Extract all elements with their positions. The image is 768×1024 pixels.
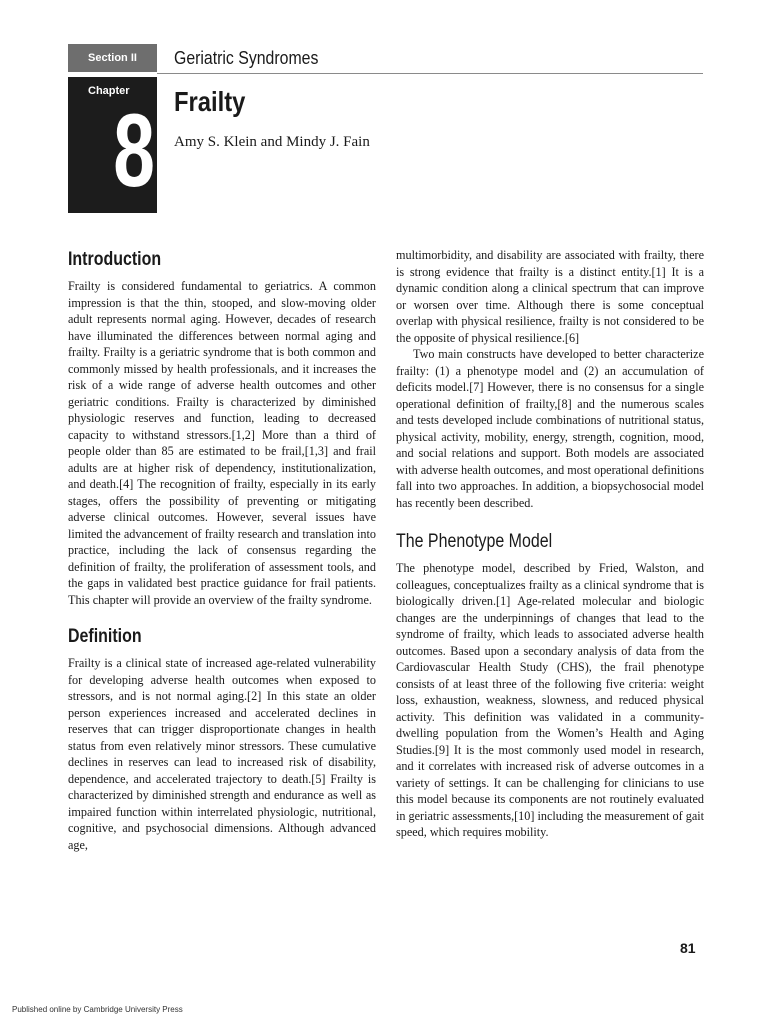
spacer	[68, 608, 376, 625]
introduction-heading: Introduction	[68, 249, 162, 270]
left-column	[68, 248, 376, 853]
definition-heading: Definition	[68, 626, 142, 647]
chapter-number: 8	[113, 93, 155, 209]
chapter-box	[68, 77, 157, 213]
phenotype-paragraph: The phenotype model, described by Fried, Walston, and colleagues, conceptualizes frailty as a clinical syndrome that is biologically driven.[1] Age-related molecular and biologic changes are the underpinnings of changes that lead to the syndrome of frailty, which leads to associated adverse health outcomes. Based upon a secondary analysis of data from the Cardiovascular Health Study (CHS), the frail phenotype consists of at least three of the following five criteria: weight loss, exhaustion, weakness, slowness, and reduced physical activity. This definition was validated in a community-dwelling population from the Women’s Health and Aging Studies.[9] It is the most commonly used model in research, and it correlates with increased risk of adverse outcomes in a variety of settings. It can be challenging for clinicians to use this model because its components are not routinely evaluated in geriatric assessments,[10] including the measurement of gait speed, which requires mobility.	[396, 561, 704, 839]
footer-publisher: Published online by Cambridge University Press	[12, 1005, 183, 1014]
header-rule	[157, 73, 703, 74]
phenotype-heading: The Phenotype Model	[396, 531, 553, 552]
authors: Amy S. Klein and Mindy J. Fain	[174, 134, 370, 150]
continuation-paragraph: multimorbidity, and disability are associated with frailty, there is strong evidence that frailty is a distinct entity.[1] It is a dynamic condition along a clinical spectrum that can improve or worsen over time. Although there is some conceptual overlap with physical resilience, frailty is not considered to be the opposite of physical resilience.[6]	[396, 248, 704, 345]
chapter-label: Chapter	[88, 85, 130, 97]
chapter-title: Frailty	[174, 86, 246, 117]
right-column	[396, 247, 704, 841]
introduction-paragraph: Frailty is considered fundamental to geriatrics. A common impression is that the thin, stooped, and slow-moving older adult represents normal aging. However, decades of research have illuminated the differences between normal aging and frailty. Frailty is a geriatric syndrome that is both common and commonly missed by health professionals, and it increases the risk of a wide range of adverse health outcomes and other geriatric conditions. Frailty is characterized by diminished physiologic reserves and function, leading to decreased capacity to withstand stressors.[1,2] More than a third of people older than 85 are estimated to be frail,[1,3] and frail adults are at higher risk of dependency, institutionalization, and death.[4] The recognition of frailty, especially in its early stages, offers the possibility of preventing or mitigating adverse clinical outcomes. However, several issues have limited the advancement of frailty research and translation into practice, including the lack of consensus regarding the definition of frailty, the proliferation of assessment tools, and the gaps in validated best practice guidance for frail patients. This chapter will provide an overview of the frailty syndrome.	[68, 279, 376, 607]
definition-paragraph: Frailty is a clinical state of increased age-related vulnerability for developing adverse health outcomes when exposed to stressors, and is not normal aging.[2] In this state an older person experiences increased and accelerated declines in reserves that can trigger disproportionate changes in health status from even relatively minor stressors. These cumulative declines in reserves can lead to increased risk of disability, dependence, and accelerated trajectory to death.[5] Frailty is characterized by diminished strength and endurance as well as impaired function within interrelated physiologic, nutritional, cognitive, and psychosocial dimensions. Although advanced age,	[68, 656, 376, 852]
spacer	[396, 511, 704, 530]
section-title: Geriatric Syndromes	[174, 47, 319, 68]
constructs-paragraph: Two main constructs have developed to better characterize frailty: (1) a phenotype model and (2) an accumulation of deficits model.[7] However, there is no consensus for a single operational definition of frailty,[8] and the numerous scales and tests developed include combinations of nutritional status, physical activity, mobility, energy, strength, cognition, mood, and social relations and support. Both models are associated with adverse health outcomes, and most operational definitions fall into two approaches. In addition, a biopsychosocial model has recently been described.	[396, 347, 704, 510]
section-label: Section II	[68, 44, 157, 72]
page-number: 81	[680, 940, 696, 956]
